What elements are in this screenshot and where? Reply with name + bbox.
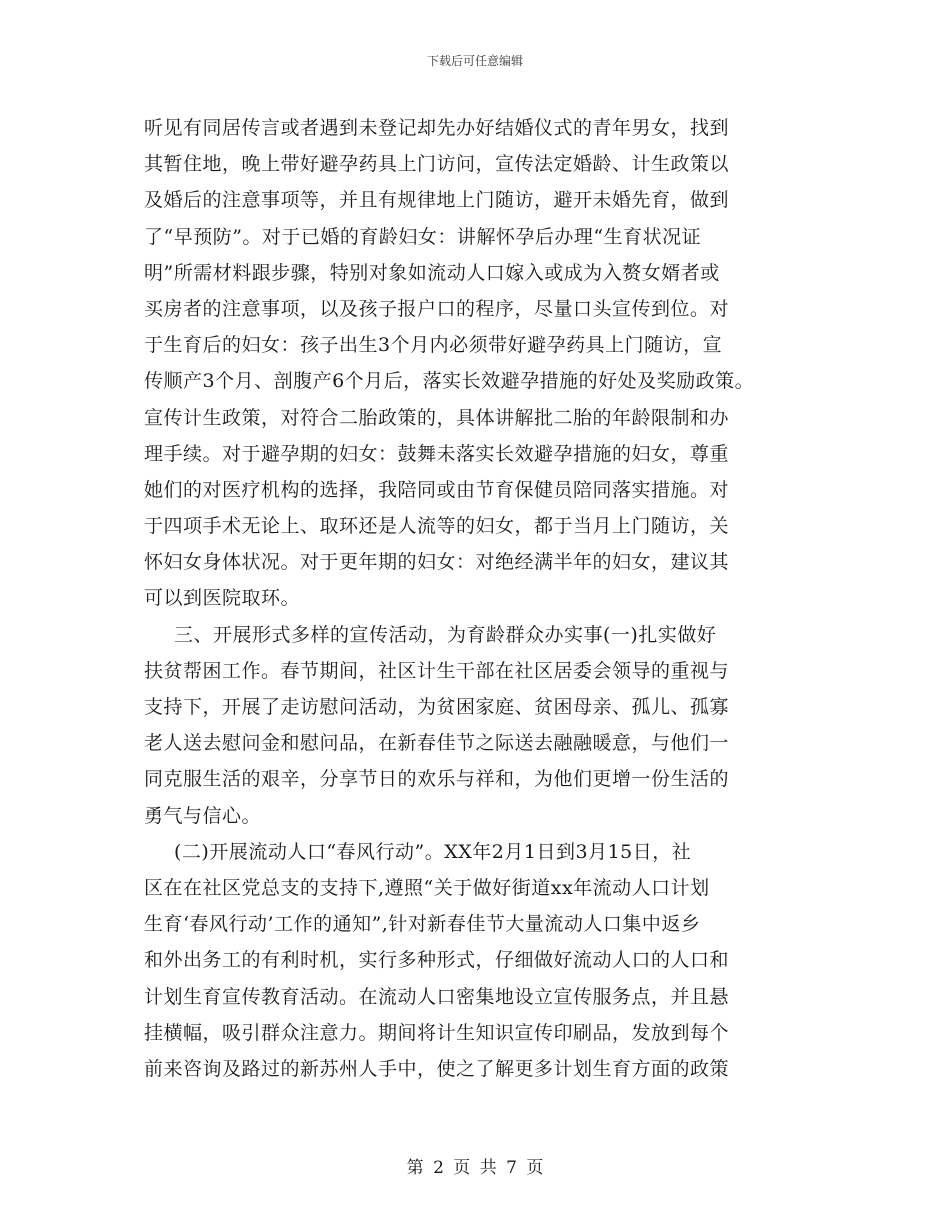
text-line: 怀妇女身体状况。对于更年期的妇女：对绝经满半年的妇女，建议其 <box>144 551 730 574</box>
page-number-footer: 第 2 页 共 7 页 <box>406 1158 544 1178</box>
text-line: 勇气与信心。 <box>144 804 262 827</box>
text-line: 宣传计生政策，对符合二胎政策的，具体讲解批二胎的年龄限制和办 <box>144 406 730 429</box>
text-line: 同克服生活的艰辛，分享节日的欢乐与祥和，为他们更增一份生活的 <box>144 768 730 791</box>
text-line: 于生育后的妇女：孩子出生3个月内必须带好避孕药具上门随访，宣 <box>144 334 723 357</box>
text-line: 前来咨询及路过的新苏州人手中，使之了解更多计划生育方面的政策 <box>144 1057 730 1080</box>
text-line: 了“早预防”。对于已婚的育龄妇女：讲解怀孕后办理“生育状况证 <box>144 225 702 248</box>
text-line: 计划生育宣传教育活动。在流动人口密集地设立宣传服务点，并且悬 <box>144 985 730 1008</box>
paragraph-start-line: (二)开展流动人口“春风行动”。XX年2月1日到3月15日，社 <box>174 840 692 863</box>
text-line: 她们的对医疗机构的选择，我陪同或由节育保健员陪同落实措施。对 <box>144 478 730 501</box>
text-line: 传顺产3个月、剖腹产6个月后，落实长效避孕措施的好处及奖励政策。 <box>144 370 755 393</box>
paragraph-start-line: 三、开展形式多样的宣传活动，为育龄群众办实事(一)扎实做好 <box>174 623 717 646</box>
page-header: 下载后可任意编辑 <box>426 54 523 68</box>
text-line: 理手续。对于避孕期的妇女：鼓舞未落实长效避孕措施的妇女，尊重 <box>144 442 730 465</box>
text-line: 挂横幅，吸引群众注意力。期间将计生知识宣传印刷品，发放到每个 <box>144 1021 730 1044</box>
text-line: 其暂住地，晚上带好避孕药具上门访问，宣传法定婚龄、计生政策以 <box>144 153 730 176</box>
text-line: 可以到医院取环。 <box>144 587 301 610</box>
text-line: 区在在社区党总支的支持下,遵照“关于做好街道xx年流动人口计划 <box>144 876 710 899</box>
text-line: 支持下，开展了走访慰问活动，为贫困家庭、贫困母亲、孤儿、孤寡 <box>144 696 730 718</box>
text-line: 扶贫帮困工作。春节期间，社区计生干部在社区居委会领导的重视与 <box>144 659 730 682</box>
text-line: 老人送去慰问金和慰问品，在新春佳节之际送去融融暖意，与他们一 <box>144 732 730 755</box>
document-body <box>144 110 844 1087</box>
text-line: 买房者的注意事项，以及孩子报户口的程序，尽量口头宣传到位。对 <box>144 297 730 320</box>
text-line: 生育‘春风行动’工作的通知”,针对新春佳节大量流动人口集中返乡 <box>144 913 701 936</box>
text-line: 及婚后的注意事项等，并且有规律地上门随访，避开未婚先育，做到 <box>144 189 730 212</box>
text-line: 和外出务工的有利时机，实行多种形式，仔细做好流动人口的人口和 <box>144 949 730 972</box>
text-line: 于四项手术无论上、取环还是人流等的妇女，都于当月上门随访，关 <box>144 515 730 538</box>
text-line: 听见有同居传言或者遇到未登记却先办好结婚仪式的青年男女，找到 <box>144 117 730 139</box>
text-line: 明”所需材料跟步骤，特别对象如流动人口嫁入或成为入赘女婿者或 <box>144 261 720 284</box>
